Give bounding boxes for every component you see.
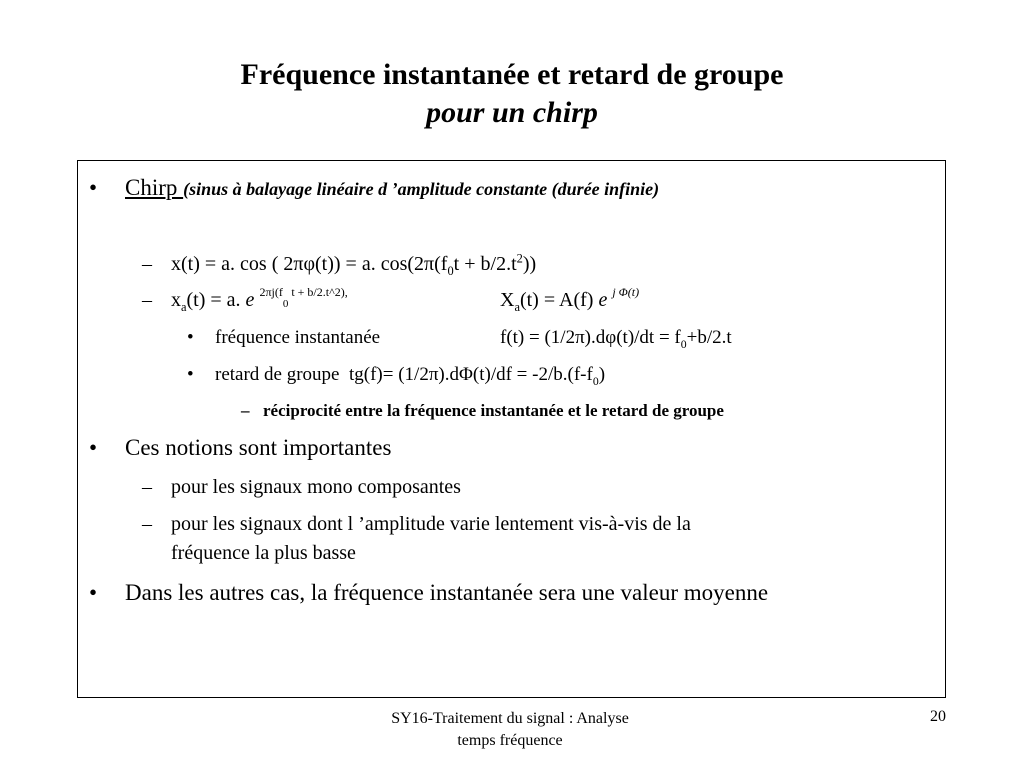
- sub-slow-line1: pour les signaux dont l ’amplitude varie lentement vis-à-vis de la: [171, 513, 691, 535]
- dash-marker: –: [142, 513, 152, 535]
- freq-label: fréquence instantanée: [215, 327, 381, 348]
- freq-eq: f(t) = (1/2π).dφ(t)/dt = f: [500, 327, 681, 348]
- Xa-exponent: j Φ(t): [612, 285, 640, 299]
- equation-x: [171, 253, 536, 276]
- xa-x: x: [171, 289, 181, 311]
- delay-line: [215, 364, 605, 386]
- x-mid: (t)) = a. cos(2: [315, 253, 425, 275]
- freq-equation: [500, 327, 732, 349]
- slide-title: [0, 56, 1024, 132]
- xa-exp-sub: 0: [282, 298, 289, 311]
- bullet-chirp: [125, 175, 659, 201]
- equation-Xa: [500, 285, 640, 314]
- Xa-e: e: [598, 289, 608, 311]
- delay-end: ): [598, 364, 606, 385]
- x-phi: φ: [303, 253, 316, 275]
- bullet-marker: •: [187, 364, 194, 385]
- xa-sub: a: [181, 300, 187, 314]
- footer-course: [330, 708, 690, 752]
- Xa-X: X: [500, 289, 515, 311]
- page-number: 20: [930, 708, 946, 725]
- bullet-other: Dans les autres cas, la fréquence instantanée sera une valeur moyenne: [125, 580, 769, 605]
- freq-end: +b/2.t: [686, 327, 732, 348]
- equation-xa: [171, 285, 348, 314]
- x-f: (f: [434, 253, 448, 275]
- x-pi2: π: [424, 253, 435, 275]
- dash-marker: –: [241, 401, 250, 420]
- xa-eq: (t) = a.: [186, 289, 246, 311]
- bullet-marker: •: [89, 580, 98, 605]
- x-t: t + b/2.t: [453, 253, 517, 275]
- dash-marker: –: [142, 253, 152, 275]
- content-frame: [77, 160, 946, 698]
- Xa-sub: a: [514, 300, 520, 314]
- sub-mono: pour les signaux mono composantes: [171, 476, 461, 498]
- reciprocity-note: réciprocité entre la fréquence instantanée et le retard de groupe: [263, 401, 724, 420]
- bullet-marker: •: [89, 175, 98, 200]
- xa-exponent: [259, 285, 348, 311]
- bullet-marker: •: [89, 435, 98, 460]
- delay-label: retard de groupe: [215, 364, 340, 385]
- xa-exp-b: t + b/2.t^2),: [291, 285, 348, 299]
- freq-sub: 0: [680, 337, 687, 351]
- x-sup2: 2: [516, 251, 523, 266]
- x-prefix: x(t) = a. cos ( 2: [171, 253, 294, 275]
- x-sub0: 0: [447, 264, 454, 278]
- x-end: )): [522, 253, 537, 275]
- bullet-marker: •: [187, 327, 194, 348]
- dash-marker: –: [142, 476, 152, 498]
- footer-line1: SY16-Traitement du signal : Analyse: [391, 710, 629, 727]
- title-sub: pour un chirp: [426, 96, 598, 129]
- delay-sub: 0: [592, 374, 599, 388]
- xa-e: e: [245, 289, 255, 311]
- Xa-eq: (t) = A(f): [519, 289, 599, 311]
- chirp-label: Chirp: [125, 175, 184, 200]
- bullet-notions: Ces notions sont importantes: [125, 435, 392, 460]
- title-main: Fréquence instantanée et retard de groupe: [240, 58, 784, 91]
- chirp-note: (sinus à balayage linéaire d ’amplitude constante (durée infinie): [183, 179, 660, 199]
- footer-line2: temps fréquence: [457, 732, 563, 749]
- xa-exp-a: 2πj(f: [259, 285, 283, 299]
- delay-eq: tg(f)= (1/2π).dΦ(t)/df = -2/b.(f-f: [349, 364, 593, 385]
- dash-marker: –: [142, 289, 152, 311]
- x-pi: π: [293, 253, 304, 275]
- sub-slow-line2: fréquence la plus basse: [171, 542, 356, 564]
